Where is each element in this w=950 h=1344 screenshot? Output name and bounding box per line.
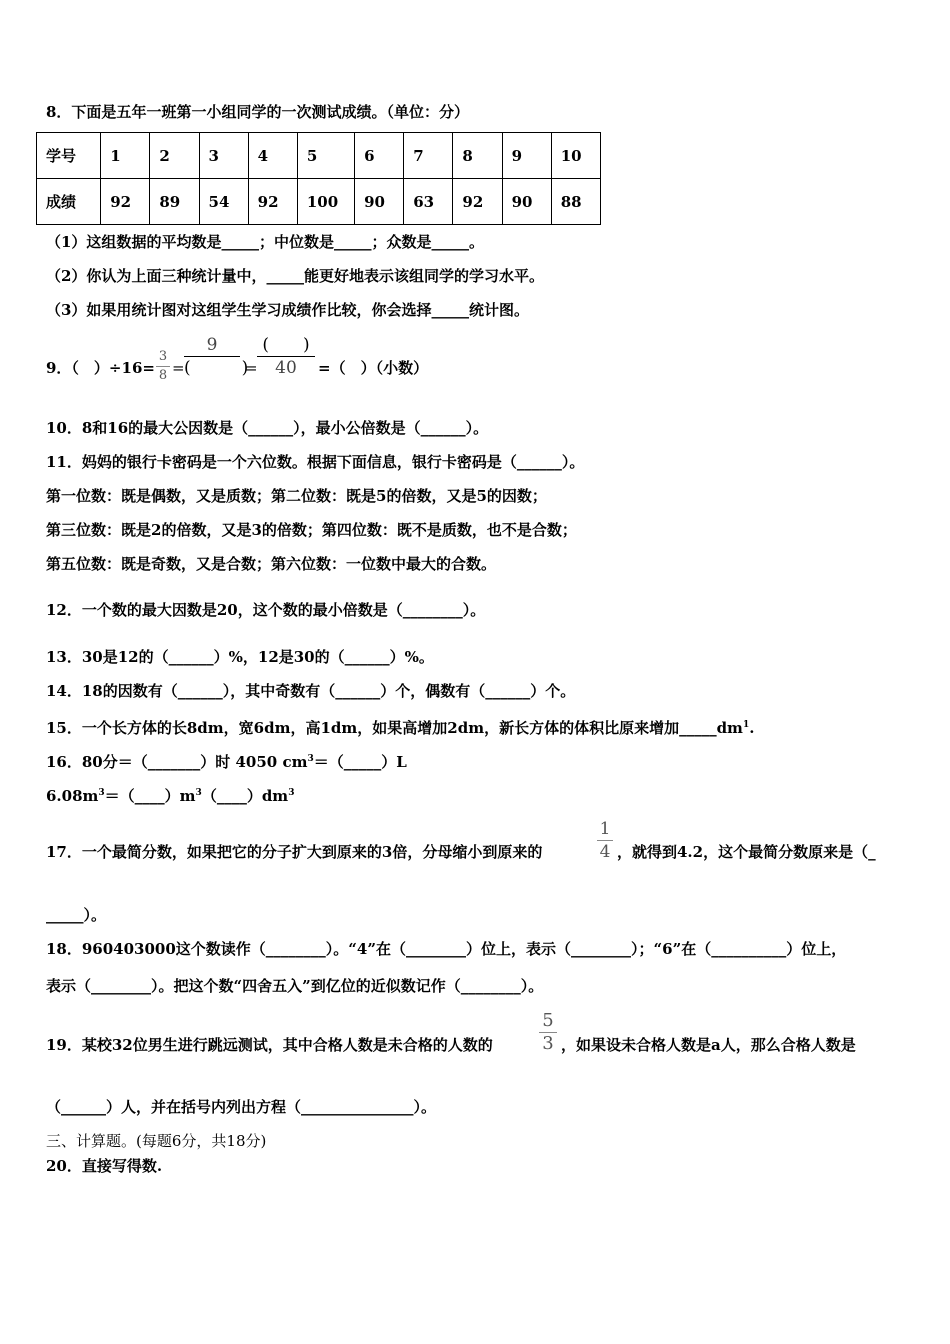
q17-part1: 17．一个最简分数，如果把它的分子扩大到原来的3倍，分母缩小到原来的 <box>46 843 543 861</box>
q11-line2: 第三位数：既是2的倍数，又是3的倍数；第四位数：既不是质数，也不是合数； <box>46 521 577 539</box>
q9-equals-1: = <box>172 359 185 377</box>
table-cell: 1 <box>101 133 150 179</box>
q18-line2: 表示（________）。把这个数“四舍五入”到亿位的近似数记作（________）。 <box>46 977 544 995</box>
q19-part1: 19．某校32位男生进行跳远测试，其中合格人数是未合格的人数的 <box>46 1036 493 1054</box>
q19-line2: （______）人，并在括号内列出方程（_______________）。 <box>46 1098 437 1116</box>
q15-exponent: 1 <box>742 720 750 730</box>
fraction-denominator: 8 <box>158 368 168 383</box>
table-cell: 4 <box>248 133 297 179</box>
q18-line1: 18．960403000这个数读作（________）。“4”在（________）位上，表示（________）；“6”在（__________）位上， <box>46 940 847 958</box>
table-cell: 6 <box>355 133 404 179</box>
q14: 14．18的因数有（______），其中奇数有（______）个，偶数有（______）个。 <box>46 682 576 700</box>
table-cell: 89 <box>150 179 199 225</box>
table-cell: 92 <box>248 179 297 225</box>
q19-part2: ，如果设未合格人数是a人，那么合格人数是 <box>561 1036 856 1054</box>
table-header-cell: 成绩 <box>37 179 101 225</box>
q16-exponent: 3 <box>98 788 105 798</box>
table-cell: 9 <box>502 133 551 179</box>
q17-part2: ，就得到4.2，这个最简分数原来是（_ <box>617 843 876 861</box>
table-cell: 90 <box>502 179 551 225</box>
q16-exponent: 3 <box>307 754 314 764</box>
q19-fraction <box>539 1010 557 1055</box>
q8-sub2: （2）你认为上面三种统计量中，_____能更好地表示该组同学的学习水平。 <box>46 267 544 285</box>
q16-line2a: 6.08m <box>46 787 99 805</box>
q15-end: . <box>749 719 755 737</box>
table-cell: 100 <box>297 179 354 225</box>
q11-line3: 第五位数：既是奇数，又是合数；第六位数：一位数中最大的合数。 <box>46 555 497 573</box>
table-row <box>37 179 601 225</box>
section-heading: 三、计算题。(每题6分，共18分) <box>46 1132 267 1150</box>
fraction-numerator: ( ) <box>262 335 310 355</box>
fraction-denominator: ( ) <box>184 358 249 378</box>
q16-line2b: ＝（____）m <box>104 787 196 805</box>
q9-prefix: 9．（ ）÷16= <box>46 359 155 377</box>
q9-suffix: =（ ）（小数） <box>318 359 429 377</box>
q8-title: 8．下面是五年一班第一小组同学的一次测试成绩。（单位：分） <box>46 103 469 121</box>
fraction-numerator: 9 <box>206 335 218 355</box>
q16-exponent: 3 <box>288 788 295 798</box>
q16-exponent: 3 <box>195 788 202 798</box>
q11-title: 11．妈妈的银行卡密码是一个六位数。根据下面信息，银行卡密码是（______）。 <box>46 453 585 471</box>
q9-equals-2: = <box>245 359 258 377</box>
table-cell: 63 <box>404 179 453 225</box>
q9-fraction-1 <box>156 348 170 385</box>
q9-fraction-2 <box>184 334 249 379</box>
table-cell: 54 <box>199 179 248 225</box>
q16-line1 <box>46 749 407 772</box>
table-cell: 5 <box>297 133 354 179</box>
q13: 13．30是12的（______）%，12是30的（______）%。 <box>46 648 434 666</box>
q20: 20．直接写得数. <box>46 1157 163 1175</box>
table-cell: 88 <box>551 179 600 225</box>
fraction-numerator: 5 <box>542 1010 554 1031</box>
score-table <box>36 132 601 225</box>
table-cell: 92 <box>453 179 502 225</box>
q15-text: 15．一个长方体的长8dm，宽6dm，高1dm，如果高增加2dm，新长方体的体积比原来增加_____dm <box>46 719 743 737</box>
q16-line1b: ＝（_____）L <box>313 753 407 771</box>
table-row <box>37 133 601 179</box>
table-cell: 90 <box>355 179 404 225</box>
table-cell: 92 <box>101 179 150 225</box>
table-cell: 8 <box>453 133 502 179</box>
fraction-denominator: 3 <box>542 1033 554 1054</box>
table-cell: 3 <box>199 133 248 179</box>
q8-sub1: （1）这组数据的平均数是_____；中位数是_____；众数是_____。 <box>46 233 484 251</box>
q16-line1a: 16．80分＝（_______）时 4050 cm <box>46 753 308 771</box>
table-cell: 7 <box>404 133 453 179</box>
fraction-denominator: 40 <box>275 358 297 378</box>
fraction-denominator: 4 <box>599 842 611 862</box>
q17-line2: _____）。 <box>46 906 107 924</box>
q16-line2 <box>46 783 294 806</box>
table-cell: 10 <box>551 133 600 179</box>
q17-fraction <box>597 818 613 863</box>
q16-line2c: （____）dm <box>201 787 289 805</box>
q10: 10．8和16的最大公因数是（______），最小公倍数是（______）。 <box>46 419 489 437</box>
q9-fraction-3 <box>257 334 315 379</box>
table-cell: 2 <box>150 133 199 179</box>
table-header-cell: 学号 <box>37 133 101 179</box>
q15 <box>46 715 754 738</box>
fraction-numerator: 3 <box>158 349 168 364</box>
q8-sub3: （3）如果用统计图对这组学生学习成绩作比较，你会选择_____统计图。 <box>46 301 529 319</box>
fraction-numerator: 1 <box>599 819 611 839</box>
q11-line1: 第一位数：既是偶数，又是质数；第二位数：既是5的倍数，又是5的因数； <box>46 487 547 505</box>
q12: 12．一个数的最大因数是20，这个数的最小倍数是（________）。 <box>46 601 486 619</box>
